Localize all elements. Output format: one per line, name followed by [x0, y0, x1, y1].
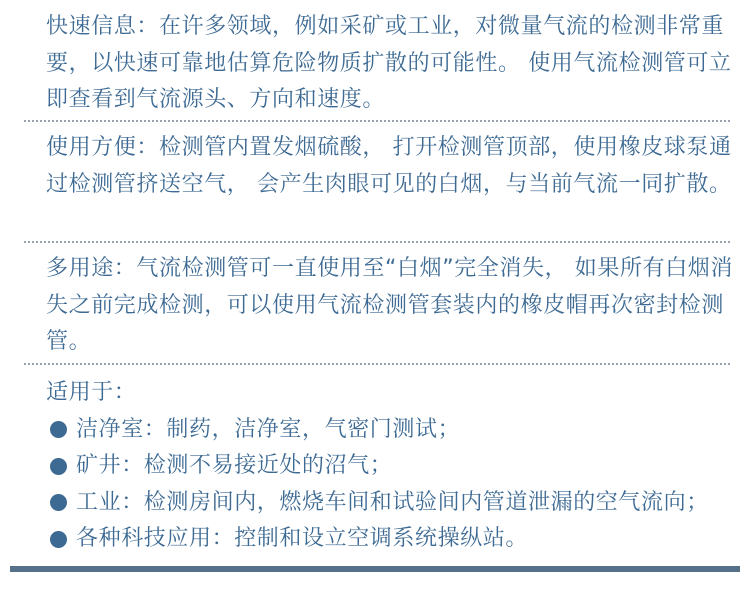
- bullet-dot-icon: [50, 458, 67, 475]
- applicable-title: 适用于：: [46, 380, 137, 405]
- list-item: [46, 448, 736, 485]
- multi-use-section: [46, 251, 736, 361]
- divider: [24, 363, 730, 365]
- bottom-bar: [10, 566, 740, 572]
- bullet-dot-icon: [50, 494, 67, 511]
- list-item-text: 洁净室：制药，洁净室，气密门测试；: [76, 416, 461, 442]
- bullet-dot-icon: [50, 421, 67, 438]
- list-item-text: 各种科技应用：控制和设立空调系统操纵站。: [76, 526, 529, 551]
- applicable-list: [46, 412, 736, 558]
- list-item-text: 矿井：检测不易接近处的沼气；: [76, 453, 393, 478]
- applicable-section: [46, 375, 736, 558]
- divider: [24, 120, 730, 122]
- bullet-dot-icon: [50, 531, 67, 548]
- quick-info-paragraph: 快速信息：在许多领域，例如采矿或工业，对微量气流的检测非常重要，以快速可靠地估算危险物质扩散的可能性。 使用气流检测管可立即查看到气流源头、方向和速度。: [46, 14, 732, 112]
- divider: [24, 241, 730, 243]
- multi-use-paragraph: 多用途：气流检测管可一直使用至“白烟”完全消失， 如果所有白烟消失之前完成检测，可以使用气流检测管套装内的橡皮帽再次密封检测管。: [46, 256, 733, 354]
- easy-use-paragraph: 使用方便：检测管内置发烟硫酸， 打开检测管顶部，使用橡皮球泵通过检测管挤送空气， 会产生肉眼可见的白烟，与当前气流一同扩散。: [46, 135, 732, 197]
- list-item: [46, 521, 736, 558]
- list-item: [46, 485, 736, 522]
- quick-info-section: [46, 9, 736, 119]
- list-item-text: 工业：检测房间内，燃烧车间和试验间内管道泄漏的空气流向；: [76, 489, 709, 515]
- easy-use-section: [46, 130, 736, 203]
- list-item: [46, 412, 736, 449]
